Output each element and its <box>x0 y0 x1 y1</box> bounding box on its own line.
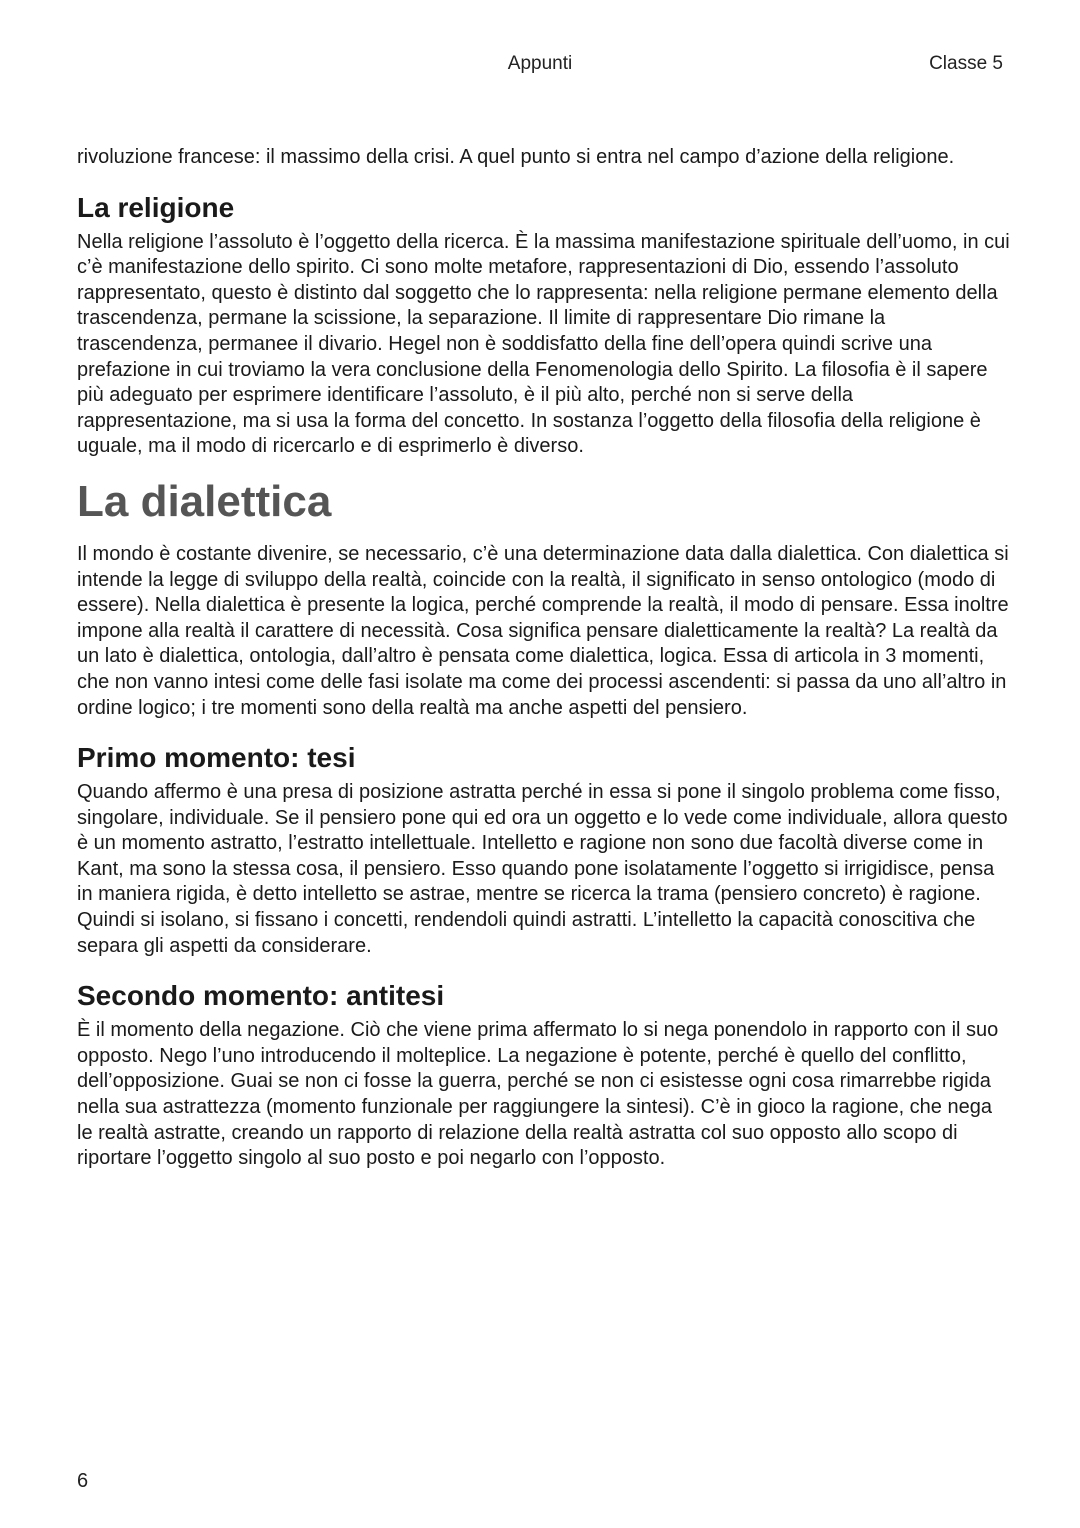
thesis-heading: Primo momento: tesi <box>77 742 356 774</box>
header-title: Appunti <box>507 53 573 74</box>
dialectic-heading: La dialettica <box>77 476 332 526</box>
page-number: 6 <box>77 1470 89 1492</box>
dialectic-paragraph: Il mondo è costante divenire, se necessario, c’è una determinazione data dalla dialettica. Con dialettica si intende la legge di sviluppo della realtà, coincide con la realtà, il significato in senso ontologico (modo di essere). Nella dialettica è presente la logica, perché comprende la realtà, il modo di pensare. Essa inoltre impone alla realtà il carattere di necessità. Cosa significa pensare dialetticamente la realtà? La realtà da un lato è dialettica, ontologia, dall’altro è pensata come dialettica, logica. Essa di articola in 3 momenti, che non vanno intesi come delle fasi isolate ma come dei processi ascendenti: si passa da uno all’altro in ordine logico; i tre momenti sono della realtà ma anche aspetti del pensiero. <box>77 542 1009 719</box>
intro-paragraph: rivoluzione francese: il massimo della crisi. A quel punto si entra nel campo d’azione della religione. <box>77 146 955 168</box>
antithesis-paragraph: È il momento della negazione. Ciò che viene prima affermato lo si nega ponendolo in rapporto con il suo opposto. Nego l’uno introducendo il molteplice. La negazione è potente, perché è quello del conflitto, dell’opposizione. Guai se non ci fosse la guerra, perché se non ci esistesse ogni cosa rimarrebbe rigida nella sua astrattezza (momento funzionale per raggiungere la sintesi). C’è in gioco la ragione, che nega le realtà astratte, creando un rapporto di relazione della realtà astratta col suo opposto allo scopo di riportare l’oggetto singolo al suo posto e poi negarlo con l’opposto. <box>77 1019 999 1170</box>
thesis-paragraph: Quando affermo è una presa di posizione astratta perché in essa si pone il singolo problema come fisso, singolare, individuale. Se il pensiero pone qui ed ora un oggetto e lo vede come individuale, allora questo è un momento astratto, l’estratto intellettuale. Intelletto e ragione non sono due facoltà diverse come in Kant, ma sono la stessa cosa, il pensiero. Esso quando pone isolatamente l’oggetto si irrigidisce, pensa in maniera rigida, è detto intelletto se astrae, mentre se ricerca la trama (pensiero concreto) è ragione. Quindi si isolano, si fissano i concetti, rendendoli quindi astratti. L’intelletto la capacità conoscitiva che separa gli aspetti da considerare. <box>77 781 1008 957</box>
page-content <box>77 145 1012 1172</box>
religion-heading: La religione <box>77 191 235 223</box>
antithesis-heading: Secondo momento: antitesi <box>77 980 445 1012</box>
header-class-label: Classe 5 <box>929 53 1003 74</box>
religion-paragraph: Nella religione l’assoluto è l’oggetto della ricerca. È la massima manifestazione spirituale dell’uomo, in cui c’è manifestazione dello spirito. Ci sono molte metafore, rappresentazioni di Dio, essendo l’assoluto rappresentato, questo è distinto dal soggetto che lo rappresenta: nella religione permane elemento della trascendenza, permane la scissione, la separazione. Il limite di rappresentare Dio rimane la trascendenza, permanee il divario. Hegel non è soddisfatto della fine dell’opera quindi scrive una prefazione in cui troviamo la vera conclusione della Fenomenologia dello Spirito. La filosofia è il sapere più adeguato per esprimere identificare l’assoluto, è il più alto, perché non si serve della rappresentazione, ma si usa la forma del concetto. In sostanza l’oggetto della filosofia della religione è uguale, ma il modo di ricercarlo e di esprimerlo è diverso. <box>77 230 1010 458</box>
